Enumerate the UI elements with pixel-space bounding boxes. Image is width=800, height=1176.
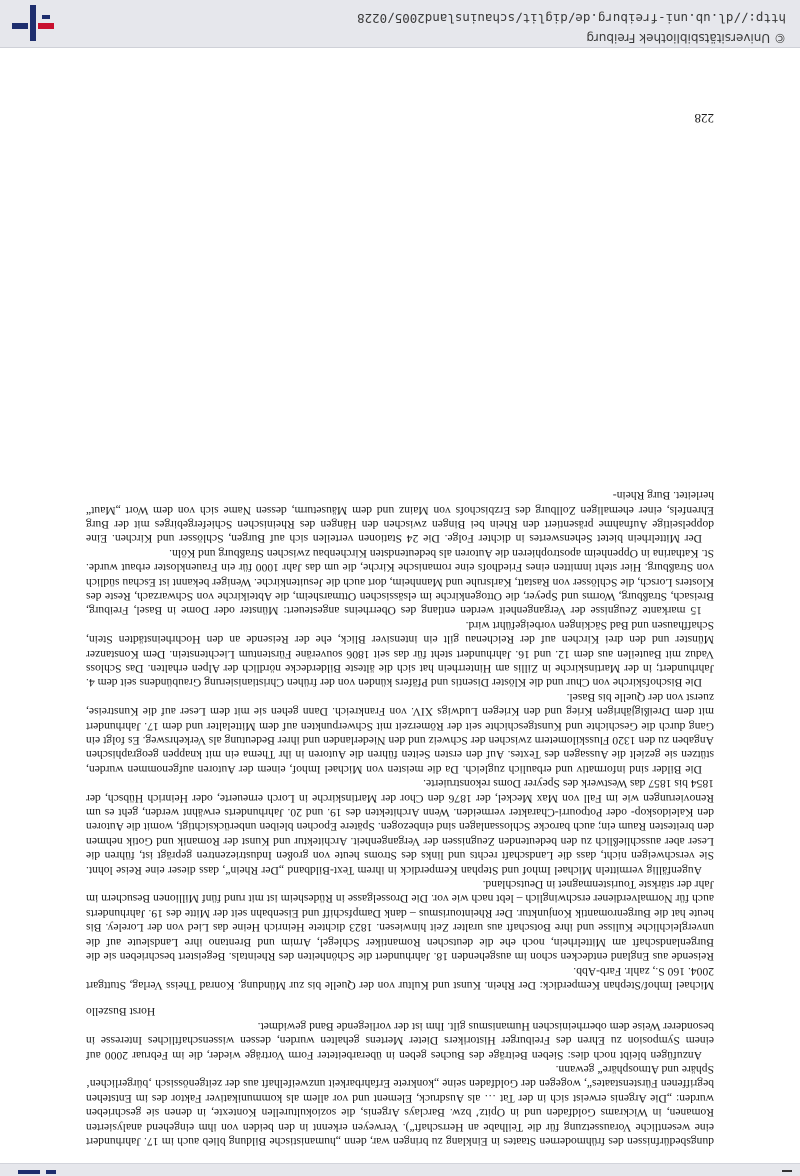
- paragraph: Reisende aus England entdecken schon im ausgehenden 18. Jahrhundert die Schönheiten des Rheintals. Begeistert beschrieben sie die Burgenlandschaft am Mittelrhein, noch ehe die deutschen Romantiker Schlegel, Arnim und Brentano ihre Landsleute auf die unvergleichliche Kulisse und ihre Botschaft aus uralter Zeit hinwiesen. 1823 dichtete Heinrich Heine das Lied von der Loreley. Bis heute hat die Burgenromantik Konjunktur. Der Rheintourismus – dank Dampfschiff und Eisenbahn seit der Mitte des 19. Jahrhunderts auch für Normalverdiener erschwinglich – lebt nach wie vor. Die Drosselgasse in Rüdesheim ist mit rund fünf Millionen Besuchern im Jahr der stärkste Touristenmagnet in Deutschland.: [86, 878, 714, 964]
- permalink-url[interactable]: http://dl.ub.uni-freiburg.de/diglit/schauinsland2005/0228: [357, 11, 786, 26]
- review-heading: Michael Imhof/Stephan Kemperdick: Der Rhein. Kunst und Kultur von der Quelle bis zur Mündung. Konrad Theiss Verlag, Stuttgart 2004. 160 S., zahlr. Farb-Abb.: [86, 964, 714, 992]
- top-toolbar-strip: [0, 1163, 800, 1176]
- copyright-text: © Universitätsbibliothek Freiburg: [586, 31, 786, 45]
- paragraph: Die Bilder sind informativ und erbaulich zugleich. Da die meisten von Michael Imhof, einem der Autoren aufgenommen wurden, stützen sie gezielt die Aussagen des Textes. Auf den ersten Seiten führen die Autoren in ihr Thema ein mit knappen geographischen Angaben zu den 1320 Flusskilometern zwischen der Schweiz und den Niederlanden und ihrer Bedeutung als Verkehrsweg. Es folgt ein Gang durch die Geschichte und Kunstgeschichte seit der Römerzeit mit Schwerpunkten auf dem Mittelalter und dem 17. Jahrhundert mit dem Dreißigjährigen Krieg und den Kriegen Ludwigs XIV. von Frankreich. Dann gehen sie mit dem Leser auf die Kunstreise, zuerst von der Quelle bis Basel.: [86, 690, 714, 776]
- paragraph: Die Bischofskirche von Chur und die Klöster Disentis und Pfäfers künden von der frühen Christianisierung Graubündens seit dem 4. Jahrhundert; in der Martinskirche in Zillis am Hinterrhein hat sich die älteste Bilderdecke nördlich der Alpen erhalten. Das Schloss Vaduz mit Bauteilen aus dem 12. und 16. Jahrhundert steht für das seit 1806 souveräne Fürstentum Liechtenstein. Dem Konstanzer Münster und den drei Kirchen auf der Reichenau gilt ein intensiver Blick, ehe der Reisende an den Hochrheinstädten Stein, Schaffhausen und Bad Säckingen vorbeigeführt wird.: [86, 618, 714, 690]
- signature: Horst Buszello: [86, 1005, 156, 1019]
- paragraph: dungsbedürfnissen des frühmodernen Staates in Einklang zu bringen war, denn „humanistische Bildung blieb auch im 17. Jahrhundert eine wesentliche Voraussetzung für die Teilhabe an Herrschaft“). Verweyen erkennt in den beiden von ihm eingehend analysierten Romanen, in Wickrams Goldfaden und in Opitz’ bzw. Barclays Argenis, die soziokulturellen Kontexte, in denen sie geschrieben wurden: „Die Argenis erweist sich in der Tat … als Ausdruck, Element und vor allem als kommunikativer Faktor des im Entstehen begriffenen Fürstenstaates“, wogegen der Goldfaden seine „konkrete Erfahrbarkeit unzweifelhaft aus der zeitgenössisch ‚bürgerlichen‘ Sphäre und Atmosphäre“ gewann.: [86, 1062, 714, 1148]
- paragraph: Anzufügen bleibt noch dies: Sieben Beiträge des Buches geben in überarbeiteter Form Vorträge wieder, die im Februar 2000 auf einem Symposion zu Ehren des Freiburger Historikers Dieter Mertens gehalten wurden, dessen wissenschaftliches Interesse in besonderer Weise dem oberrheinischen Humanismus gilt. Ihm ist der vorliegende Band gewidmet.: [86, 1019, 714, 1062]
- paragraph: Der Mittelrhein bietet Sehenswertes in dichter Folge. Die 24 Stationen verteilen sich auf Burgen, Schlösser und Kirchen. Eine doppelseitige Aufnahme präsentiert den Rhein bei Bingen zwischen den Hängen des Rheinischen Schiefergebirges mit der Burg Ehrenfels, einer ehemaligen Zollburg des Erzbischofs von Mainz und dem Mäuseturm, dessen Name sich von dem Wort „Maut“ herleitet. Burg Rhein-: [86, 489, 714, 546]
- ub-freiburg-logo-icon: [10, 3, 56, 43]
- page-number: 228: [694, 111, 714, 126]
- paragraph: Augenfällig vermitteln Michael Imhof und Stephan Kemperdick in ihrem Text-Bildband „Der Rhein“, dass dieser eine Reise lohnt. Sie verschweigen nicht, dass die Landschaft rechts und links des Stroms heute von großen Industriezentren geprägt ist, führen die Leser aber ausschließlich zu den bedeutenden Zeugnissen der Vergangenheit. Architektur und Kunst der Romanik und Gotik nehmen den breitesten Raum ein; auch barocke Schlossanlagen sind einbezogen. Spätere Epochen bleiben unberücksichtigt, womit die Autoren den Kaleidoskop- oder Potpourri-Charakter vermeiden. Wenn Architekten des 19. und 20. Jahrhunderts erwähnt werden, geht es um Renovierungen wie im Fall von Max Meckel, der 1876 den Chor der Martinskirche in Lorch erneuerte, oder Heinrich Hübsch, der 1854 bis 1857 das Westwerk des Speyrer Doms rekonstruierte.: [86, 777, 714, 877]
- paragraph: 15 markante Zeugnisse der Vergangenheit werden entlang des Oberrheins angesteuert: Münster oder Dome in Basel, Freiburg, Breisach, Straßburg, Worms und Speyer, die Ottogenkirche im elsässischen Ottmarsheim, die Abteikirche von Schwarzach, Reste des Klosters Lorsch, die Schlösser von Rastatt, Karlsruhe und Mannheim, dort auch die Jesuitenkirche. Weniger bekannt ist Eschau südlich von Straßburg. Hier steht inmitten eines Friedhofs eine romanische Kirche, die um das Jahr 1000 für ein Frauenkloster erbaut wurde. St. Katharina in Oppenheim apostrophieren die Autoren als bedeutendsten Kirchenbau zwischen Straßburg und Köln.: [86, 546, 714, 618]
- strip-dash: [782, 1170, 792, 1172]
- footer-bar: [0, 0, 800, 48]
- strip-mark: [18, 1170, 40, 1174]
- signature-line: [86, 1004, 714, 1018]
- strip-mark-small: [46, 1170, 56, 1174]
- page-text: [86, 138, 714, 1148]
